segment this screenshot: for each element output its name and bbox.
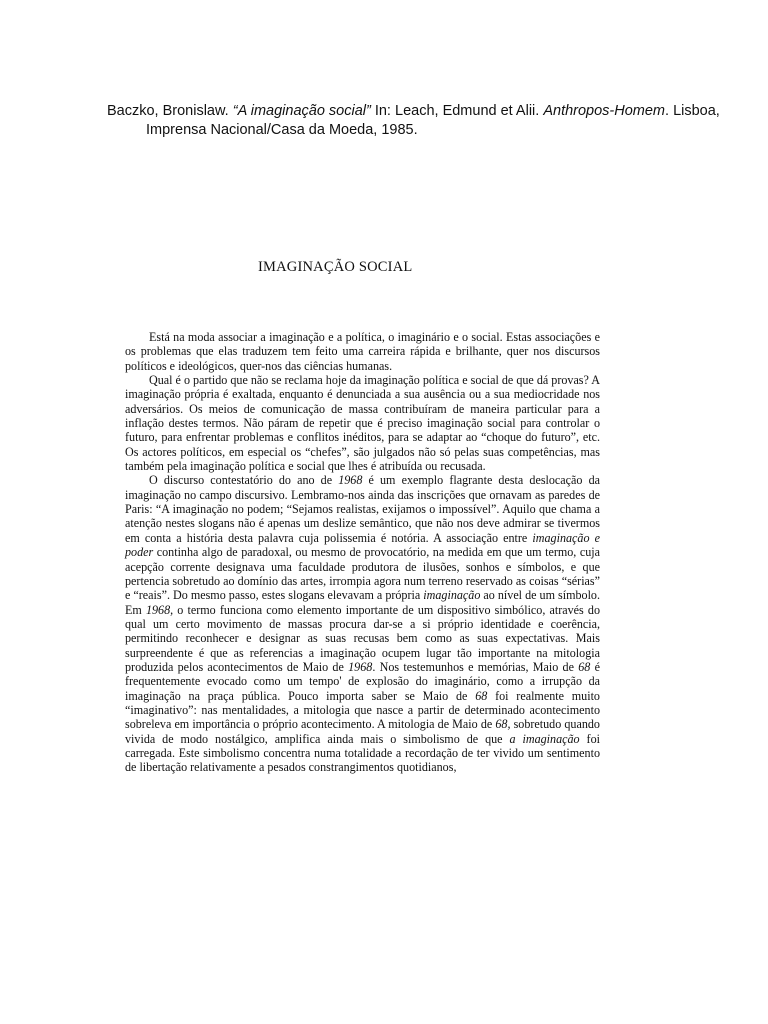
text-run: foi carregada. Este simbolismo concentra numa totalidade a recordação de ter vivido um sentimento de libertação relativamente a pesados constrangimentos quotidianos,	[125, 731, 600, 775]
document-title: IMAGINAÇÃO SOCIAL	[258, 259, 413, 275]
citation-line-2: Imprensa Nacional/Casa da Moeda, 1985.	[146, 122, 418, 138]
italic-run: a imaginação	[509, 731, 580, 746]
italic-run: 68	[578, 659, 591, 674]
text-run: O discurso contestatório do ano de	[149, 473, 339, 488]
citation-line-1	[107, 102, 720, 121]
paragraph-3	[125, 473, 600, 774]
text-run: . Nos testemunhos e memórias, Maio de	[372, 659, 579, 674]
bibliographic-citation	[107, 102, 720, 140]
italic-run: 1968	[348, 659, 373, 674]
italic-run: imaginação	[423, 588, 481, 603]
text-run: continha algo de paradoxal, ou mesmo de provocatório, na medida em que um termo, cuja acepção corrente designava uma faculdade produtora de ilusões, sonhos e símbolos, e que pertencia sobretudo ao domínio das artes, irrompia agora num terreno reservado as coisas “sérias” e “reais”. Do mesmo passo, estes slogans elevavam a própria	[125, 545, 600, 603]
text-run: o termo funciona como elemento importante de um dispositivo simbólico, através do qual um certo movimento de massas procura dar-se a si próprio identidade e coerência, permitindo reconhecer e designar as suas recusas bem como as suas expectativas. Mais surpreendente é que as referencias a imaginação ocupem lugar tão importante na mitologia produzida pelos acontecimentos de Maio de	[125, 602, 600, 674]
text-run: sobretudo quando vivida de modo nostálgico, amplifica ainda mais o simbolismo de que	[125, 717, 600, 746]
italic-run: 68	[475, 688, 488, 703]
citation-author: Baczko, Bronislaw.	[107, 103, 233, 119]
paragraph-1: Está na moda associar a imaginação e a política, o imaginário e o social. Estas associações e os problemas que elas traduzem tem feito uma carreira rápida e brilhante, quer nos discursos políticos e ideológicos, quer-nos das ciências humanas.	[125, 330, 600, 373]
italic-run: imaginação e poder	[125, 530, 600, 560]
citation-in-label: In:	[370, 103, 395, 119]
body-text	[125, 330, 600, 775]
italic-run: 1968	[338, 473, 363, 488]
italic-run: 1968,	[145, 602, 174, 617]
citation-editors: Leach, Edmund et Alii.	[395, 103, 544, 119]
citation-book-title: Anthropos-Homem	[543, 103, 666, 119]
citation-article-title: “A imaginação social”	[232, 103, 371, 119]
paragraph-2: Qual é o partido que não se reclama hoje da imaginação política e social de que dá provas? A imaginação própria é exaltada, enquanto é denunciada a sua ausência ou a sua mediocridade nos adversários. Os meios de comunicação de massa contribuíram de maneira particular para a inflação destes termos. Não páram de repetir que é preciso imaginação social para controlar o futuro, para enfrentar problemas e conflitos inéditos, para se adaptar ao “choque do futuro”, etc. Os actores políticos, em especial os “chefes”, são julgados não só pelas suas competências, mas também pela imaginação política e social que lhes é atribuída ou recusada.	[125, 373, 600, 474]
citation-place: . Lisboa,	[665, 103, 720, 119]
italic-run: 68,	[495, 717, 511, 732]
text-run: é um exemplo flagrante desta deslocação da imaginação no campo discursivo. Lembramo-nos ainda das inscrições que ornavam as paredes de Paris: “A imaginação no podem; “Sejamos realistas, exijamos o impossível”. Aquilo que chama a atenção nestes slogans não é apenas um deslize semântico, que não nos deve admirar se tivermos em conta a história desta palavra cuja polissemia é notória. A associação entre	[125, 473, 600, 545]
text-run: ao nível de um símbolo. Em	[125, 588, 600, 617]
text-run: é frequentemente evocado como um tempo' de explosão do imaginário, como a irrupção da imaginação na praça pública. Pouco importa saber se Maio de	[125, 659, 600, 703]
text-run: foi realmente muito “imaginativo”: nas mentalidades, a mitologia que nasce a partir de determinado acontecimento sobreleva em importância o próprio acontecimento. A mitologia de Maio de	[125, 688, 600, 732]
